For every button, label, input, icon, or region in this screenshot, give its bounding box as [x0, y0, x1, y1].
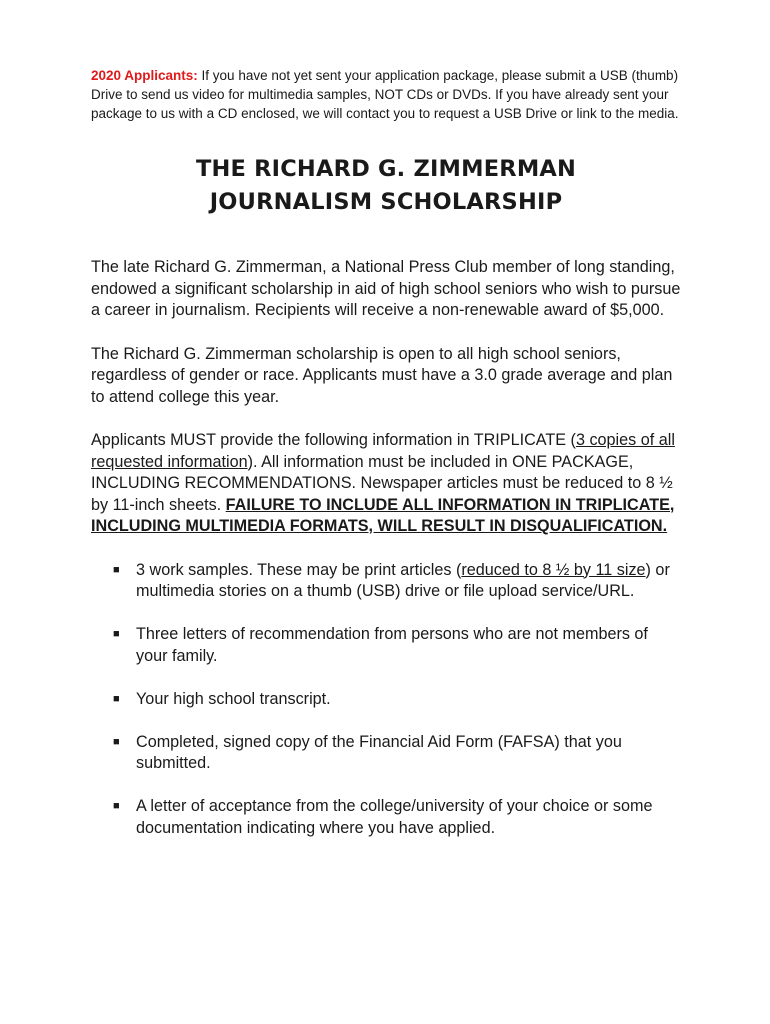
bullet-square-icon: ■	[113, 563, 120, 576]
requirement-text: Your high school transcript.	[136, 689, 331, 708]
list-item	[113, 796, 681, 839]
bullet-square-icon: ■	[113, 628, 120, 640]
requirements-paragraph	[91, 430, 681, 538]
bullet-square-icon: ■	[113, 692, 120, 705]
title-line-2: JOURNALISM SCHOLARSHIP	[209, 189, 563, 215]
page-title	[91, 153, 681, 219]
requirement-text-a: 3 work samples. These may be print articles (	[136, 560, 462, 579]
notice-lead: 2020 Applicants:	[91, 68, 198, 83]
list-item	[113, 624, 681, 667]
requirements-text-b: ). All information must be included in ONE PACKAGE, INCLUDING RECOMMENDATIONS. Newspaper articles must be reduced to 8 ½ by 11-inch sheets.	[91, 452, 673, 514]
list-item	[113, 732, 681, 775]
applicant-notice	[91, 66, 681, 123]
document-page	[91, 66, 681, 861]
triplicate-note: 3 copies of all requested information	[91, 431, 675, 471]
disqualification-warning: FAILURE TO INCLUDE ALL INFORMATION IN TRIPLICATE, INCLUDING MULTIMEDIA FORMATS, WILL RESULT IN DISQUALIFICATION.	[91, 495, 675, 535]
requirement-underlined: reduced to 8 ½ by 11 size	[461, 560, 646, 579]
requirement-text: Three letters of recommendation from persons who are not members of your family.	[136, 625, 648, 665]
intro-paragraph: The late Richard G. Zimmerman, a National Press Club member of long standing, endowed a significant scholarship in aid of high school seniors who wish to pursue a career in journalism. Recipients will receive a non-renewable award of $5,000.	[91, 258, 681, 319]
requirement-text: Completed, signed copy of the Financial Aid Form (FAFSA) that you submitted.	[136, 732, 622, 772]
notice-text: If you have not yet sent your application package, please submit a USB (thumb) Drive to send us video for multimedia samples, NOT CDs or DVDs. If you have already sent your package to us with a CD enclosed, we will contact you to request a USB Drive or link to the media.	[91, 68, 679, 121]
list-item	[113, 689, 681, 711]
requirements-list	[91, 560, 681, 840]
title-line-1: THE RICHARD G. ZIMMERMAN	[195, 156, 577, 182]
requirements-text-a: Applicants MUST provide the following information in TRIPLICATE (	[91, 431, 576, 449]
eligibility-paragraph: The Richard G. Zimmerman scholarship is open to all high school seniors, regardless of gender or race. Applicants must have a 3.0 grade average and plan to attend college this year.	[91, 344, 673, 406]
bullet-square-icon: ■	[113, 735, 120, 748]
bullet-square-icon: ■	[113, 800, 120, 812]
requirement-text: A letter of acceptance from the college/university of your choice or some documentation indicating where you have applied.	[136, 797, 653, 837]
requirement-text-b: ) or multimedia stories on a thumb (USB) drive or file upload service/URL.	[136, 560, 670, 600]
list-item	[113, 560, 681, 603]
